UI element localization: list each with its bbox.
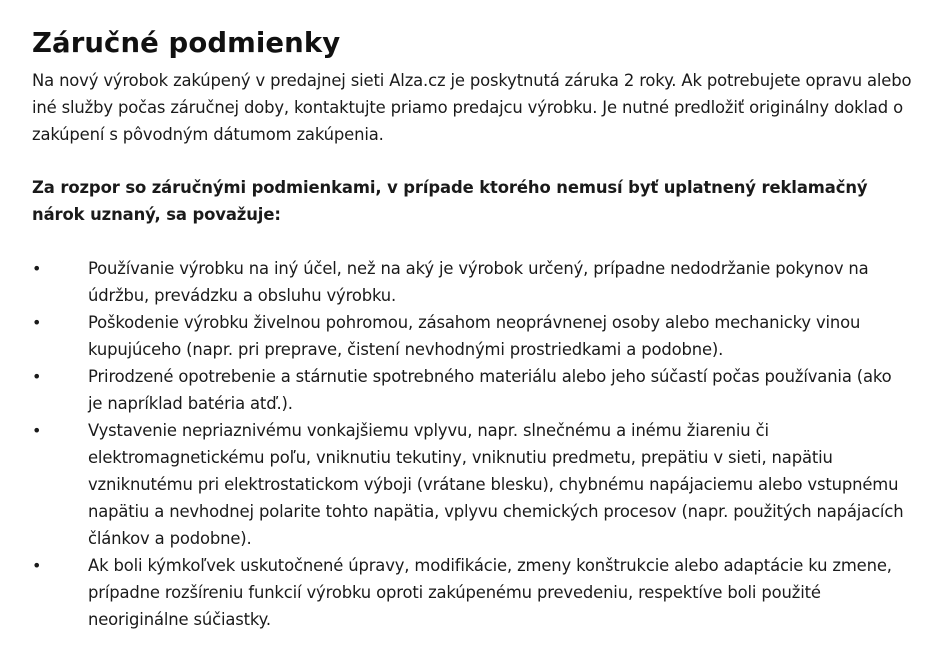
bullet-icon: • bbox=[32, 367, 42, 386]
list-item-text: Poškodenie výrobku živelnou pohromou, zásahom neoprávnenej osoby alebo mechanicky vinou kupujúceho (napr. pri preprave, čistení nevhodnými prostriedkami a podobne). bbox=[88, 313, 861, 359]
list-item-text: Ak boli kýmkoľvek uskutočnené úpravy, modifikácie, zmeny konštrukcie alebo adaptácie ku zmene, prípadne rozšíreniu funkcií výrobku oproti zakúpenému prevedeniu, respektíve boli použité neoriginálne súčiastky. bbox=[88, 556, 892, 629]
bullet-icon: • bbox=[32, 313, 42, 332]
bullet-icon: • bbox=[32, 259, 42, 278]
page-title: Záručné podmienky bbox=[32, 27, 341, 59]
list-item-text: Vystavenie nepriaznivému vonkajšiemu vplyvu, napr. slnečnému a inému žiareniu či elektromagnetickému poľu, vniknutiu tekutiny, vniknutiu predmetu, prepätiu v sieti, napätiu vzniknutému pri elektrostatickom výboji (vrátane blesku), chybnému napájaciemu alebo vstupnému napätiu a nevhodnej polarite tohto napätia, vplyvu chemických procesov (napr. použitých napájacích článkov a podobne). bbox=[88, 421, 904, 548]
conditions-lead: Za rozpor so záručnými podmienkami, v prípade ktorého nemusí byť uplatnený reklamačný nárok uznaný, sa považuje: bbox=[32, 178, 868, 224]
intro-paragraph: Na nový výrobok zakúpený v predajnej sieti Alza.cz je poskytnutá záruka 2 roky. Ak potrebujete opravu alebo iné služby počas záručnej doby, kontaktujte priamo predajcu výrobku. Je nutné predložiť originálny doklad o zakúpení s pôvodným dátumom zakúpenia. bbox=[32, 71, 912, 144]
list-item-text: Používanie výrobku na iný účel, než na aký je výrobok určený, prípadne nedodržanie pokynov na údržbu, prevádzku a obsluhu výrobku. bbox=[88, 259, 869, 305]
conditions-list bbox=[32, 255, 950, 633]
bullet-icon: • bbox=[32, 556, 42, 575]
list-item bbox=[32, 309, 910, 363]
list-item bbox=[32, 417, 910, 552]
list-item bbox=[32, 363, 910, 417]
list-item bbox=[32, 255, 910, 309]
list-item bbox=[32, 552, 910, 633]
bullet-icon: • bbox=[32, 421, 42, 440]
list-item-text: Prirodzené opotrebenie a stárnutie spotrebného materiálu alebo jeho súčastí počas používania (ako je napríklad batéria atď.). bbox=[88, 367, 892, 413]
